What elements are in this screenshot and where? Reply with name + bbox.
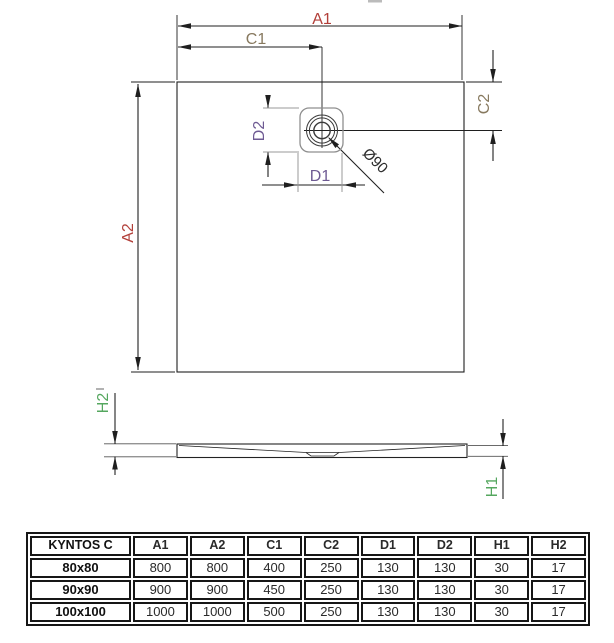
value-cell: 250 [304,602,359,622]
top-view [131,15,502,372]
value-cell: 450 [247,580,302,600]
dim-label-h1: H1 [484,476,501,498]
table-row [30,580,586,600]
table-row [30,558,586,578]
value-cell: 130 [361,580,416,600]
dim-label-d2: D2 [251,120,268,142]
dim-label-drain-diameter: Ø90 [358,144,392,178]
value-cell: 250 [304,580,359,600]
table-title: KYNTOS C [30,536,131,556]
value-cell: 30 [474,558,529,578]
value-cell: 130 [361,558,416,578]
value-cell: 17 [531,602,586,622]
value-cell: 17 [531,558,586,578]
tray-profile [177,444,467,458]
tray-outline [177,82,464,372]
value-cell: 800 [133,558,188,578]
col-header-h1: H1 [474,536,529,556]
value-cell: 130 [417,580,472,600]
dim-label-h2: H2 [95,392,112,414]
col-header-h2: H2 [531,536,586,556]
table-header-row [30,536,586,556]
col-header-a1: A1 [133,536,188,556]
col-header-d1: D1 [361,536,416,556]
value-cell: 900 [133,580,188,600]
dim-label-a2: A2 [120,223,137,243]
cropped-top-mark [368,0,382,3]
col-header-d2: D2 [417,536,472,556]
value-cell: 30 [474,580,529,600]
dim-label-a1: A1 [312,11,332,28]
value-cell: 400 [247,558,302,578]
value-cell: 500 [247,602,302,622]
col-header-c1: C1 [247,536,302,556]
col-header-c2: C2 [304,536,359,556]
size-cell: 90x90 [30,580,131,600]
value-cell: 30 [474,602,529,622]
table-row [30,602,586,622]
value-cell: 17 [531,580,586,600]
size-cell: 80x80 [30,558,131,578]
dim-label-d1: D1 [309,168,331,185]
dimensions-table [26,532,590,626]
side-view [96,389,508,499]
dim-label-c2: C2 [476,93,493,115]
value-cell: 250 [304,558,359,578]
value-cell: 130 [361,602,416,622]
col-header-a2: A2 [190,536,245,556]
value-cell: 800 [190,558,245,578]
value-cell: 1000 [133,602,188,622]
size-cell: 100x100 [30,602,131,622]
value-cell: 1000 [190,602,245,622]
value-cell: 130 [417,558,472,578]
dim-label-c1: C1 [245,31,267,48]
value-cell: 900 [190,580,245,600]
value-cell: 130 [417,602,472,622]
